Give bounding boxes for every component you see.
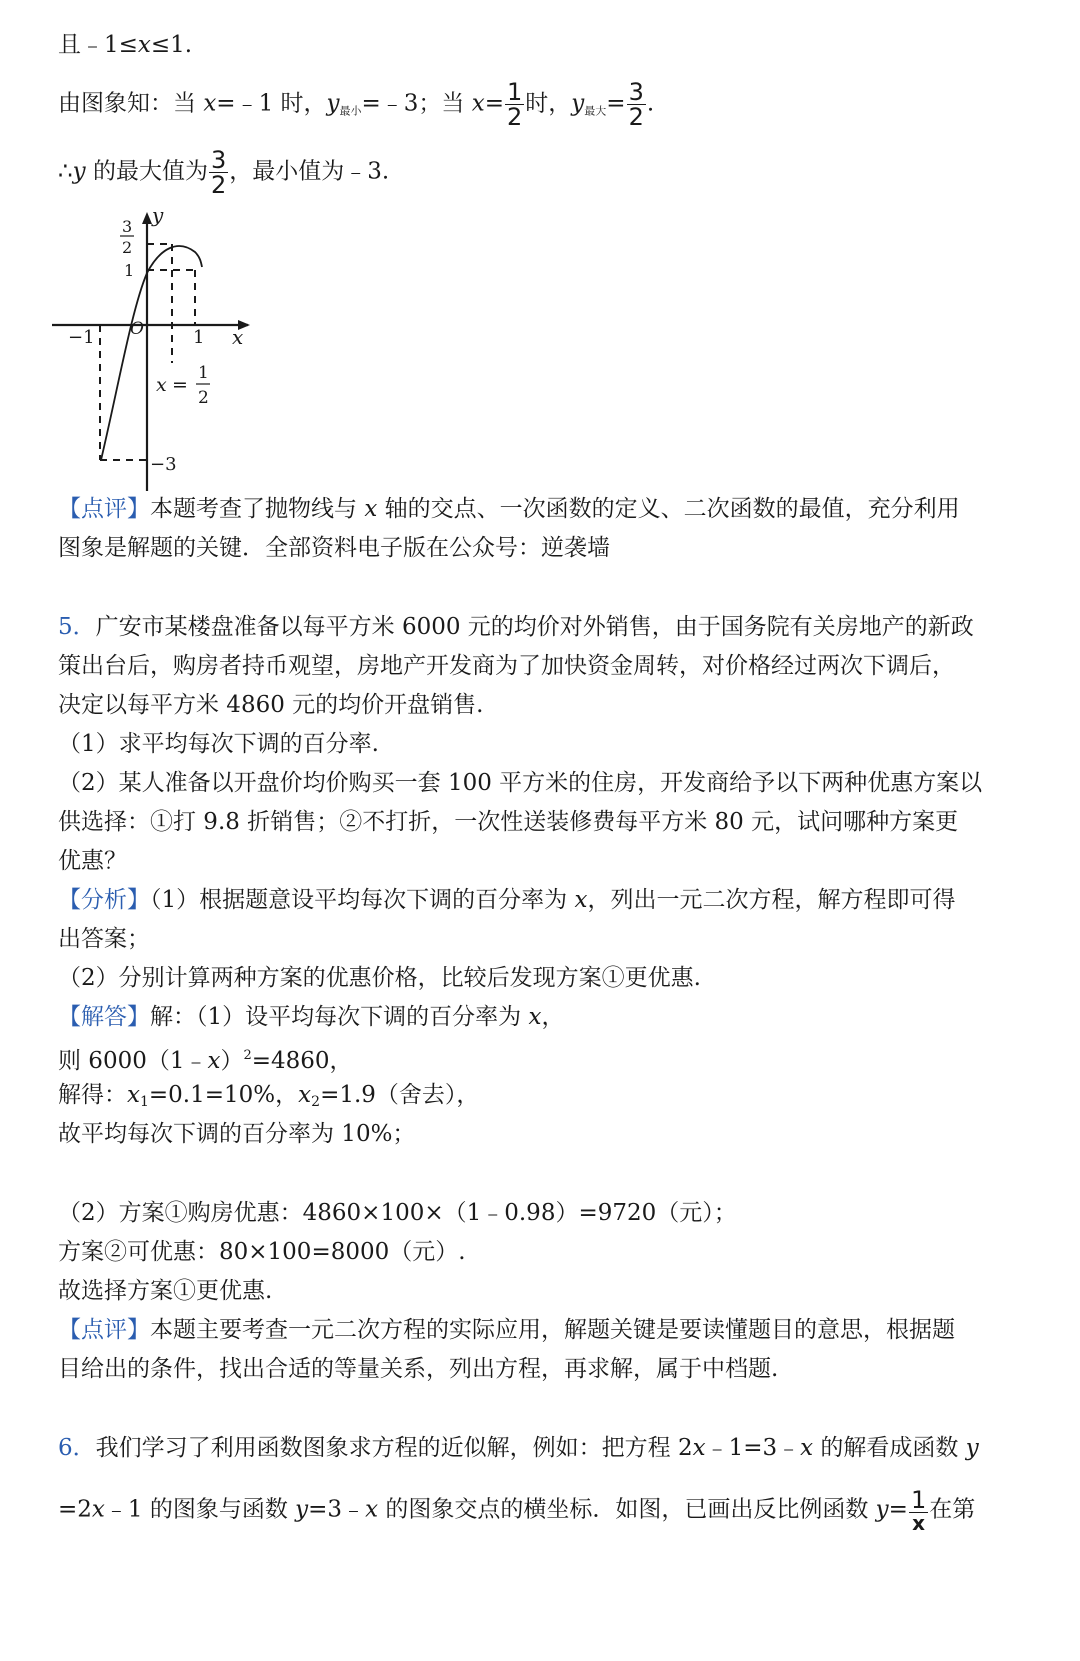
review1-line2 xyxy=(58,533,610,563)
label-y-axis: y xyxy=(152,208,164,227)
analysis-tag: 【分析】 xyxy=(58,887,150,913)
text: 的图象交点的横坐标．如图，已画出反比例函数 xyxy=(378,1496,876,1523)
text: 图象是解题的关键．全部资料电子版在公众号：逆袭墙 xyxy=(58,535,610,561)
answer-line7: 故选择方案①更优惠. xyxy=(58,1278,273,1304)
text: 时， xyxy=(525,90,572,117)
vline-label-x: x xyxy=(156,374,167,396)
var-x: x xyxy=(137,32,151,58)
var-y: y xyxy=(72,158,86,185)
text: 解：（1）设平均每次下调的百分率为 xyxy=(150,1004,529,1030)
therefore-symbol: ∴ xyxy=(58,158,73,185)
answer-line2 xyxy=(58,1041,353,1076)
text: = xyxy=(606,90,626,117)
text: =﹣1 时， xyxy=(216,90,327,117)
fraction-one-over-x xyxy=(909,1488,928,1533)
var-x: x xyxy=(471,90,485,117)
tick-label-x1: 1 xyxy=(193,327,205,348)
superscript-2: 2 xyxy=(243,1048,252,1063)
text: 广安市某楼盘准备以每平方米 6000 元的均价对外销售，由于国务院有关房地产的新政 xyxy=(95,614,974,640)
answer-line4: 故平均每次下调的百分率为 10%； xyxy=(58,1121,416,1147)
answer-line5: （2）方案①购房优惠：4860×100×（1﹣0.98）=9720（元）； xyxy=(58,1200,737,1226)
text: 本题考查了抛物线与 xyxy=(150,496,365,522)
var-x: x xyxy=(364,496,378,522)
text: 本题主要考查一元二次方程的实际应用，解题关键是要读懂题目的意思，根据题 xyxy=(150,1317,955,1343)
var-y: y xyxy=(875,1496,889,1523)
line-extrema xyxy=(58,80,654,129)
subscript-1: 1 xyxy=(139,1094,149,1110)
text: 且﹣1≤ xyxy=(58,32,138,58)
numerator: 3 xyxy=(210,146,227,174)
var-x: x xyxy=(127,1082,140,1108)
fraction-three-halves xyxy=(209,148,228,197)
subscript-max: 最大 xyxy=(584,104,607,118)
text: ≤1. xyxy=(150,32,193,58)
denominator: 2 xyxy=(210,171,227,199)
var-y: y xyxy=(965,1435,979,1461)
review-tag: 【点评】 xyxy=(58,1317,150,1343)
q5-line4: （1）求平均每次下调的百分率. xyxy=(58,731,379,757)
fraction-one-half xyxy=(505,80,524,129)
text: （1）根据题意设平均每次下调的百分率为 xyxy=(150,887,575,913)
text: 由图象知：当 xyxy=(58,90,204,117)
var-x: x xyxy=(203,90,217,117)
label-x-axis: x xyxy=(232,325,244,349)
text: ，最小值为﹣3. xyxy=(229,158,390,185)
text: =3﹣ xyxy=(308,1496,366,1523)
var-x: x xyxy=(800,1435,814,1461)
var-x: x xyxy=(207,1048,221,1074)
text: ﹣1=3﹣ xyxy=(705,1435,801,1461)
var-x: x xyxy=(528,1004,542,1030)
answer-tag: 【解答】 xyxy=(58,1004,150,1030)
denominator: x xyxy=(912,1511,926,1535)
text: 的最大值为 xyxy=(85,158,208,185)
analysis-line1 xyxy=(58,885,955,915)
denominator: 2 xyxy=(628,103,644,131)
vline-label-equals: = xyxy=(172,374,188,396)
var-x: x xyxy=(365,1496,379,1523)
text: = xyxy=(484,90,504,117)
question-number: 6． xyxy=(58,1435,96,1461)
text: 我们学习了利用函数图象求方程的近似解，例如：把方程 2 xyxy=(95,1435,693,1461)
label-origin: O xyxy=(130,319,144,339)
var-x: x xyxy=(91,1496,105,1523)
function-graph xyxy=(52,208,262,494)
text: 的解看成函数 xyxy=(813,1435,966,1461)
text: 解得： xyxy=(58,1082,127,1108)
numerator: 1 xyxy=(910,1486,927,1514)
y-axis-arrow xyxy=(142,212,152,224)
var-x: x xyxy=(692,1435,706,1461)
fraction-three-halves xyxy=(627,80,646,129)
text: =﹣3；当 xyxy=(361,90,472,117)
line-conclusion xyxy=(58,148,389,197)
text: 则 6000（1﹣ xyxy=(58,1048,208,1074)
q5-line7: 优惠？ xyxy=(58,848,127,874)
analysis-line3: （2）分别计算两种方案的优惠价格，比较后发现方案①更优惠. xyxy=(58,965,701,991)
var-x: x xyxy=(298,1082,312,1108)
text: ） xyxy=(220,1048,244,1074)
analysis-line2: 出答案； xyxy=(58,926,150,952)
review-tag: 【点评】 xyxy=(58,496,150,522)
review1-line1 xyxy=(58,494,960,524)
tick-label-neg3: −3 xyxy=(150,454,177,475)
subscript-min: 最小 xyxy=(339,104,362,118)
tick-three-halves-denominator: 2 xyxy=(122,238,133,257)
line-domain xyxy=(58,30,192,60)
q5-line3: 决定以每平方米 4860 元的均价开盘销售. xyxy=(58,692,484,718)
text: ， xyxy=(541,1004,565,1030)
q6-line2 xyxy=(58,1488,975,1533)
answer-line6: 方案②可优惠：80×100=8000（元）. xyxy=(58,1239,466,1265)
vline-label-denominator: 2 xyxy=(198,388,209,408)
subscript-2: 2 xyxy=(311,1094,321,1110)
text: =4860， xyxy=(251,1048,353,1074)
var-y: y xyxy=(326,90,340,117)
q5-line2: 策出台后，购房者持币观望，房地产开发商为了加快资金周转，对价格经过两次下调后， xyxy=(58,653,955,679)
q5-line6: 供选择：①打 9.8 折销售；②不打折，一次性送装修费每平方米 80 元，试问哪种方案更 xyxy=(58,809,959,835)
text: =0.1=10%， xyxy=(148,1082,299,1108)
tick-three-halves-numerator: 3 xyxy=(122,217,133,236)
text: =1.9（舍去）， xyxy=(320,1082,480,1108)
var-y: y xyxy=(295,1496,309,1523)
question-number: 5． xyxy=(58,614,96,640)
answer-line1 xyxy=(58,1002,564,1032)
parabola-curve xyxy=(101,246,205,460)
text: 轴的交点、一次函数的定义、二次函数的最值，充分利用 xyxy=(377,496,960,522)
numerator: 1 xyxy=(507,78,523,106)
text: = xyxy=(888,1496,908,1523)
review2-line1 xyxy=(58,1315,955,1345)
vline-label-numerator: 1 xyxy=(198,363,209,383)
text: . xyxy=(646,90,655,117)
q5-line5: （2）某人准备以开盘价均价购买一套 100 平方米的住房，开发商给予以下两种优惠方案以 xyxy=(58,770,983,796)
q6-line1 xyxy=(58,1433,979,1463)
numerator: 3 xyxy=(628,78,644,106)
tick-label-1: 1 xyxy=(124,261,135,280)
denominator: 2 xyxy=(507,103,523,131)
review2-line2: 目给出的条件，找出合适的等量关系，列出方程，再求解，属于中档题. xyxy=(58,1356,779,1382)
answer-line3 xyxy=(58,1080,479,1117)
q5-line1 xyxy=(58,612,974,642)
text: ，列出一元二次方程，解方程即可得 xyxy=(587,887,956,913)
text: ﹣1 的图象与函数 xyxy=(104,1496,296,1523)
var-y: y xyxy=(571,90,585,117)
text: =2 xyxy=(58,1496,92,1523)
var-x: x xyxy=(574,887,588,913)
tick-label-neg1: −1 xyxy=(68,327,95,348)
text: 在第 xyxy=(929,1496,976,1523)
